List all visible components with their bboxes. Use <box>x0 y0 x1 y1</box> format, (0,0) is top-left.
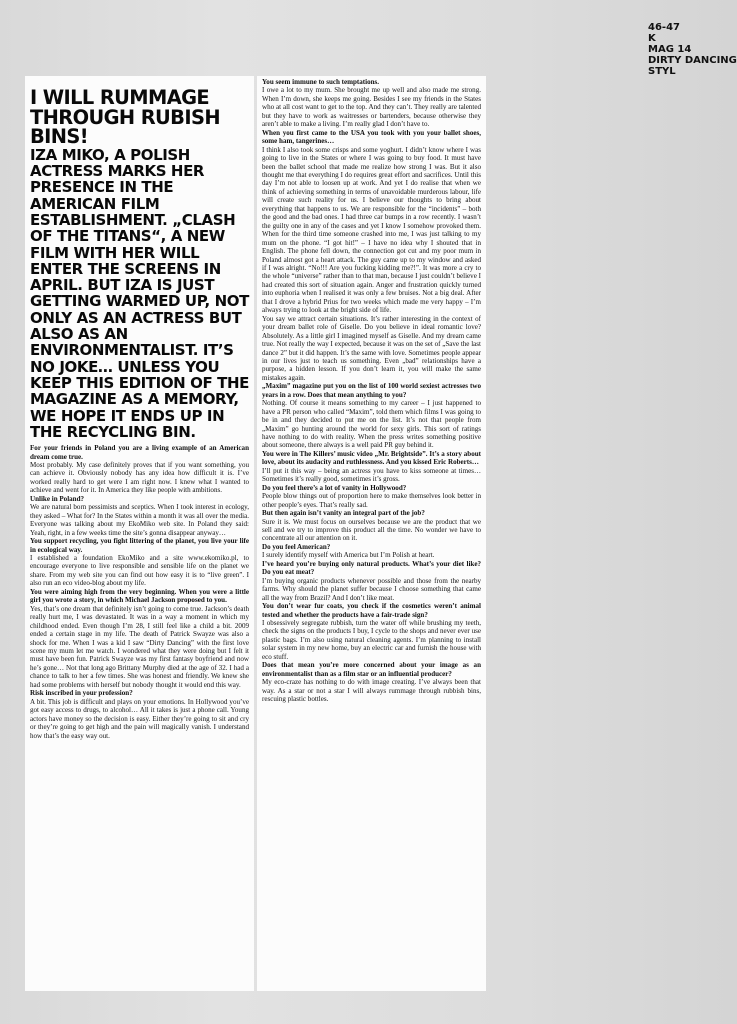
interview-question: Do you feel American? <box>262 542 331 551</box>
interview-answer: Yes, that’s one dream that definitely isn’t going to come true. Jackson’s death really hurt me, I was devastated. It was in a way a moment in which my childhood ended. Even though I’m 28, I still feel like a child a bit. 2009 ended a certain stage in my life. The death of Patrick Swayze was also a shock for me. When I was a kid I saw “Dirty Dancing” with the first love scene my mum let me watch. I wondered what they were doing but I felt it must have been fun. Patrick Swayze was my first fantasy boyfriend and now he’s gone… Not that long ago Brittany Murphy died at the age of 32. I had a chance to talk to her a few times. She was honest and friendly. We knew she had some problems with herself but nobody thought it would end this way. <box>30 604 249 689</box>
interview-answer: People blow things out of proportion here to make themselves look better in other people’s eyes. That’s really sad. <box>262 492 481 509</box>
category-label: STYL <box>648 66 676 77</box>
interview-answer: I surely identify myself with America but I’m Polish at heart. <box>262 551 435 560</box>
interview-answer: I established a foundation EkoMiko and a site www.ekomiko.pl, to encourage everyone to live responsible and sensible life on the planet we share. From my web site you can find out how easy it is to “live green”. I also run an eco video-blog about my life. <box>30 554 249 588</box>
interview-answer: My eco-craze has nothing to do with image creating. I’ve always been that way. As a star or not a star I will always rummage through rubbish bins, rescuing plastic bottles. <box>262 678 481 704</box>
right-column-text <box>262 78 481 704</box>
interview-answer: You say we attract certain situations. It’s rather interesting in the context of your dream ballet role of Giselle. Do you believe in ideal romantic love? Absolutely. As a little girl I imagined myself as Giselle. And my dream came true. Not really the way I expected, because it was on the set of „Save the last dance 2” but it did happen. It’s the same with love. Sometimes people appear in our lives just to teach us something. Even „bad” relationships have a purpose, a hidden lesson. If you don’t learn it, you will make the same mistakes again. <box>262 314 481 382</box>
interview-question: For your friends in Poland you are a living example of an American dream come true. <box>30 444 249 461</box>
page-section-tag <box>648 22 737 77</box>
interview-answer: I’ll put it this way – being an actress you have to kiss someone at times… Sometimes it’s really good, sometimes it’s gross. <box>262 466 481 484</box>
article-headline: I WILL RUMMAGE THROUGH RUBISH BINS! <box>30 86 220 149</box>
article-lead: IZA MIKO, A POLISH ACTRESS MARKS HER PRESENCE IN THE AMERICAN FILM ESTABLISHMENT. „CLASH OF THE TITANS“, A NEW FILM WITH HER WILL ENTER THE SCREENS IN APRIL. BUT IZA IS JUST GETTING WARMED UP, NOT ONLY AS AN ACTRESS BUT ALSO AS AN ENVIRONMENTALIST. IT’S NO JOKE… UNLESS YOU KEEP THIS EDITION OF THE MAGAZINE AS A MEMORY, WE HOPE IT ENDS UP IN THE RECYCLING BIN. <box>30 145 249 441</box>
article-section: DIRTY DANCING <box>648 55 737 66</box>
interview-question: You don’t wear fur coats, you check if the cosmetics weren’t animal tested and whether the products have a fair-trade sign? <box>262 602 481 619</box>
interview-answer: I obsessively segregate rubbish, turn the water off while brushing my teeth, check the signs on the products I buy, I cycle to the shops and never ever use plastic bags. I’m also using natural cleaning agents. I’m planning to install solar system in my new home, buy an electric car and furnish the house with eco stuff. <box>262 619 481 661</box>
interview-question: You were in The Killers’ music video „Mr. Brightside”. It’s a story about love, about its audacity and ruthlessness. And you kissed Eric Roberts… <box>262 449 481 467</box>
interview-question: „Maxim” magazine put you on the list of 100 world sexiest actresses two years in a row. Does that mean anything to you? <box>262 382 481 399</box>
interview-answer: Nothing. Of course it means something to my career – I just happened to have a PR person who called “Maxim”, told them which films I was going to be in and they decided to put me on the list. It’s not that people from „Maxim” go hunting around the world for sexy girls. This sort of ratings have nothing to do with reality. When the press writes something positive about someone, there always is a well paid PR guy behind it. <box>262 399 481 450</box>
right-column <box>257 76 486 991</box>
interview-answer: Sure it is. We must focus on ourselves because we are the product that we sell and we try to improve this product all the time. No wonder we have to concentrate all our attention on it. <box>262 517 481 543</box>
interview-question: I’ve heard you’re buying only natural products. What’s your diet like? Do you eat meat? <box>262 559 481 577</box>
interview-question: When you first came to the USA you took with you your ballet shoes, some ham, tangerines… <box>262 128 481 146</box>
interview-question: Does that mean you’re more concerned about your image as an environmentalist than as a film star or an influential producer? <box>262 661 481 678</box>
interview-question: You seem immune to such temptations. <box>262 78 380 86</box>
page-numbers: 46-47 <box>648 22 680 33</box>
interview-question: You were aiming high from the very beginning. When you were a little girl you wrote a story, in which Michael Jackson proposed to you. <box>30 587 249 605</box>
interview-question: Risk inscribed in your profession? <box>30 689 133 698</box>
interview-answer: I’m buying organic products whenever possible and those from the nearby farms. Why should the planet suffer because I choose something that came all the way from Brazil? And I don’t like meat. <box>262 576 481 602</box>
interview-answer: We are natural born pessimists and sceptics. When I took interest in ecology, they asked – What for? In the States within a month it was all over the media. Everyone was talking about my EkoMiko web site. In Poland they said: Yeah, right, in a few weeks time the site’s gonna disappear anyway… <box>30 503 249 537</box>
left-column <box>25 76 254 991</box>
interview-answer: Most probably. My case definitely proves that if you want something, you can achieve it. Obviously nobody has any idea how difficult it is. I’ve worked really hard to get were I am right now. I knew what I wanted to achieve and went for it. In America they like people with ambitions. <box>30 461 249 495</box>
interview-question: Unlike in Poland? <box>30 494 85 503</box>
interview-question: You support recycling, you fight littering of the planet, you live your life in ecological way. <box>30 537 249 554</box>
interview-question: Do you feel there’s a lot of vanity in Hollywood? <box>262 483 407 492</box>
interview-question: But then again isn’t vanity an integral part of the job? <box>262 509 425 518</box>
section-letter: K <box>648 33 656 44</box>
magazine-issue: MAG 14 <box>648 44 692 55</box>
left-column-text <box>30 444 249 740</box>
interview-answer: I owe a lot to my mum. She brought me up well and also made me strong. When I’m down, she keeps me going. Besides I see my friends in the States who at all cost want to get to the top. And they can’t. They really are talented but they have to work as waitresses or bartenders, because otherwise they aren’t able to make a living. I’m really glad I don’t have to. <box>262 86 481 129</box>
interview-answer: A bit. This job is difficult and plays on your emotions. In Hollywood you’ve got easy access to drugs, to alcohol… All it takes is just a phone call. Young actors have money so the decision is easy. Either they’re going to sit and cry or they’re going to get high and the pain will magically vanish. I understand how that’s the easy way out. <box>30 697 249 740</box>
interview-answer: I think I also took some crisps and some yoghurt. I didn’t know where I was going to live in the States or where I was going to buy food. It must have been the ballet school that made me realize how strong I was. But it also thought me that everything I do requires great effort and sacrifices. Until this day I’m not able to loosen up at work. And yet I do realise that when we think of achieving something in terms of unavoidable murderous labour, life will create such reality for us. I believe our thoughts to bring about everything that happens to us. We are responsible for the “incidents” – both the good and the bad ones. I had three car bumps in a row recently. I wasn’t the guilty one in any of the cases and yet I know I somehow provoked them. When for the third time someone crashed into me, I was just talking to my mum on the phone. “I got hit!” – I have no idea why I shouted that in English. The phone fell down, the connection got cut and my poor mum in Poland almost got a heart attack. The guy came up to my window and asked if I was alright. “No!!! Are you fucking kidding me?!”. It was more a cry to the whole “universe” rather than to that man, because I just couldn’t believe I had created this sort of situation again. Anger and frustration quickly turned into euphoria when I realised it was only a few bruises. Not a big deal. After that I drove a hybrid Prius for two weeks which made me very happy – I’m always trying to look at the bright side of life. <box>262 145 481 315</box>
